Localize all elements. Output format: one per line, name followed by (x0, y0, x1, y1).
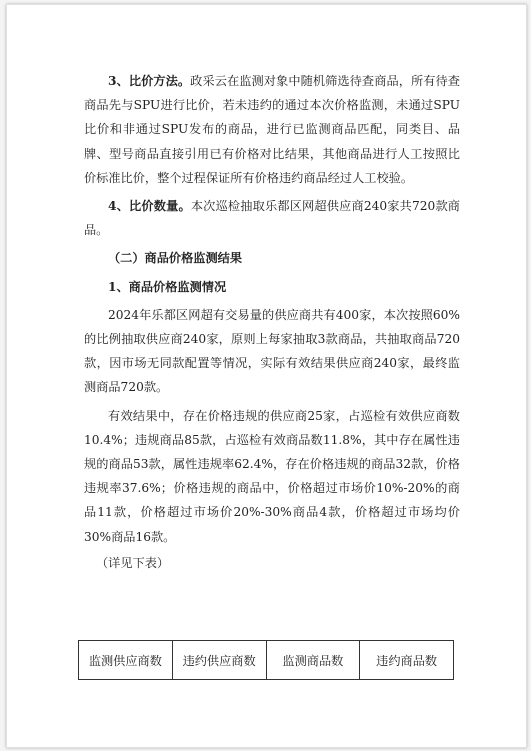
comparison-method-heading: 3、比价方法。 (108, 74, 191, 88)
table-header-cell: 监测商品数 (266, 641, 360, 680)
table-header-cell: 违约商品数 (360, 641, 454, 680)
paragraph-comparison-method (84, 69, 460, 190)
paragraph-violation-results: 有效结果中，存在价格违规的供应商25家，占巡检有效供应商数10.4%；违规商品85款，占巡检有效商品数11.8%，其中存在属性违规的商品53款，属性违规率62.4%，存在价格违规的商品32款，价格违规率37.6%；价格违规的商品中，价格超过市场价10%-20%的商品11款，价格超过市场价20%-30%商品4款，价格超过市场均价30%商品16款。 (84, 408, 460, 544)
table-reference-note: （详见下表） (96, 555, 170, 570)
results-table (78, 640, 454, 680)
section-heading-results: （二）商品价格监测结果 (108, 251, 243, 266)
paragraph-comparison-quantity (84, 194, 460, 242)
subsection-heading-situation: 1、商品价格监测情况 (108, 279, 227, 294)
paragraph-monitoring-overview: 2024年乐都区网超有交易量的供应商共有400家，本次按照60%的比例抽取供应商240家，原则上每家抽取3款商品，共抽取商品720款，因市场无同款配置等情况，实际有效结果供应商240家，最终监测商品720款。 (84, 307, 460, 395)
table-header-cell: 监测供应商数 (79, 641, 173, 680)
comparison-quantity-text: 本次巡检抽取乐都区网超供应商240家共720款商品。 (84, 199, 460, 238)
table-row (79, 641, 454, 680)
document-body (84, 69, 460, 575)
comparison-method-text: 政采云在监测对象中随机筛选待查商品，所有待查商品先与SPU进行比价，若未违约的通过本次价格监测，未通过SPU比价和非通过SPU发布的商品，进行已监测商品匹配，同类目、品牌、型号商品直接引用已有价格对比结果，其他商品进行人工按照比价标准比价，整个过程保证所有价格违约商品经过人工校验。 (84, 74, 460, 185)
table-header-cell: 违约供应商数 (172, 641, 266, 680)
comparison-quantity-heading: 4、比价数量。 (108, 199, 191, 214)
